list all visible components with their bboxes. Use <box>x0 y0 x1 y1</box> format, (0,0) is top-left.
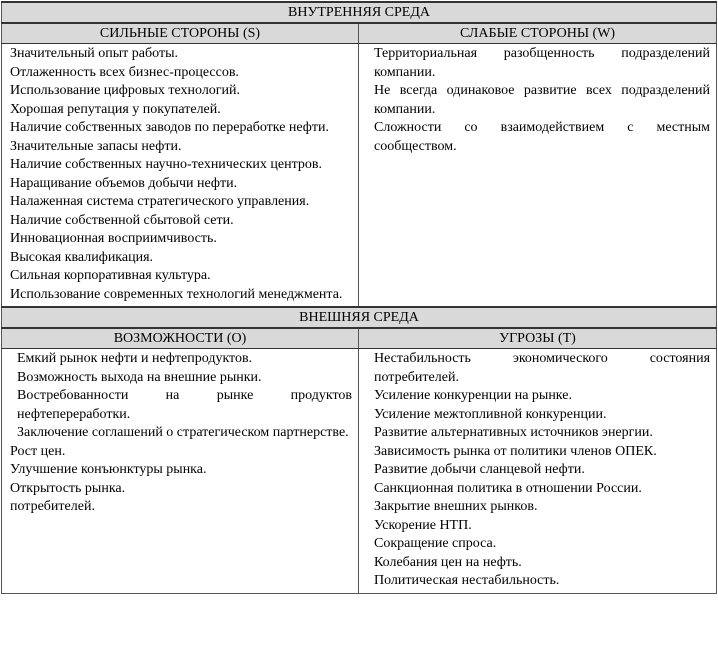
list-item: Усиление конкуренции на рынке. <box>374 388 572 403</box>
weaknesses-list <box>359 44 716 158</box>
internal-environment-header: ВНУТРЕННЯЯ СРЕДА <box>2 2 717 23</box>
weaknesses-header: СЛАБЫЕ СТОРОНЫ (W) <box>359 23 717 44</box>
list-item: Санкционная политика в отношении России. <box>374 480 642 496</box>
list-item: Отлаженность всех бизнес-процессов. <box>10 64 239 80</box>
weaknesses-cell <box>359 44 717 308</box>
list-item: Зависимость рынка от политики членов ОПЕК. <box>374 443 657 459</box>
strengths-list <box>2 44 358 306</box>
list-item: Усиление межтопливной конкуренции. <box>374 406 607 422</box>
list-item: Использование современных технологий менеджмента. <box>10 286 343 302</box>
list-item: Нестабильность экономического состояния потребителей. <box>374 351 711 385</box>
list-item: Значительный опыт работы. <box>10 46 178 61</box>
list-item: Наличие собственных научно-технических центров. <box>10 157 323 172</box>
swot-table <box>1 1 717 594</box>
list-item: Востребованности на рынке продуктов нефтепереработки. <box>17 388 352 422</box>
list-item: Территориальная разобщенность подразделений компании. <box>374 46 711 80</box>
list-item: Значительные запасы нефти. <box>10 138 182 154</box>
list-item: Сложности со взаимодействием с местным сообществом. <box>374 120 711 154</box>
internal-content-row <box>2 44 717 308</box>
list-item: Наличие собственной сбытовой сети. <box>10 212 234 228</box>
list-item: Открытость рынка. <box>10 480 126 496</box>
list-item: потребителей. <box>10 499 95 514</box>
internal-band-row <box>2 2 717 23</box>
threats-header: УГРОЗЫ (T) <box>359 328 717 349</box>
list-item: Возможность выхода на внешние рынки. <box>17 369 262 385</box>
external-environment-header: ВНЕШНЯЯ СРЕДА <box>2 307 717 328</box>
list-item: Наличие собственных заводов по переработке нефти. <box>10 120 329 135</box>
list-item: Рост цен. <box>10 443 66 459</box>
list-item: Заключение соглашений о стратегическом партнерстве. <box>17 425 349 440</box>
internal-subheader-row <box>2 23 717 44</box>
opportunities-cell <box>2 349 359 594</box>
list-item: Высокая квалификация. <box>10 249 154 265</box>
list-item: Хорошая репутация у покупателей. <box>10 101 221 117</box>
list-item: Сокращение спроса. <box>374 536 497 551</box>
list-item: Емкий рынок нефти и нефтепродуктов. <box>17 351 253 366</box>
list-item: Использование цифровых технологий. <box>10 83 241 98</box>
threats-cell <box>359 349 717 594</box>
list-item: Политическая нестабильность. <box>374 573 560 588</box>
list-item: Развитие добычи сланцевой нефти. <box>374 462 585 477</box>
list-item: Колебания цен на нефть. <box>374 554 522 570</box>
strengths-header: СИЛЬНЫЕ СТОРОНЫ (S) <box>2 23 359 44</box>
list-item: Развитие альтернативных источников энергии. <box>374 425 653 440</box>
external-band-row <box>2 307 717 328</box>
opportunities-header: ВОЗМОЖНОСТИ (O) <box>2 328 359 349</box>
opportunities-list <box>2 349 358 519</box>
threats-list <box>359 349 716 593</box>
list-item: Инновационная восприимчивость. <box>10 231 217 246</box>
list-item: Закрытие внешних рынков. <box>374 499 538 514</box>
list-item: Улучшение конъюнктуры рынка. <box>10 462 207 477</box>
list-item: Наращивание объемов добычи нефти. <box>10 175 238 191</box>
list-item: Не всегда одинаковое развитие всех подразделений компании. <box>374 83 711 117</box>
external-subheader-row <box>2 328 717 349</box>
strengths-cell <box>2 44 359 308</box>
external-content-row <box>2 349 717 594</box>
list-item: Ускорение НТП. <box>374 517 472 533</box>
list-item: Налаженная система стратегического управления. <box>10 194 310 209</box>
list-item: Сильная корпоративная культура. <box>10 268 211 283</box>
